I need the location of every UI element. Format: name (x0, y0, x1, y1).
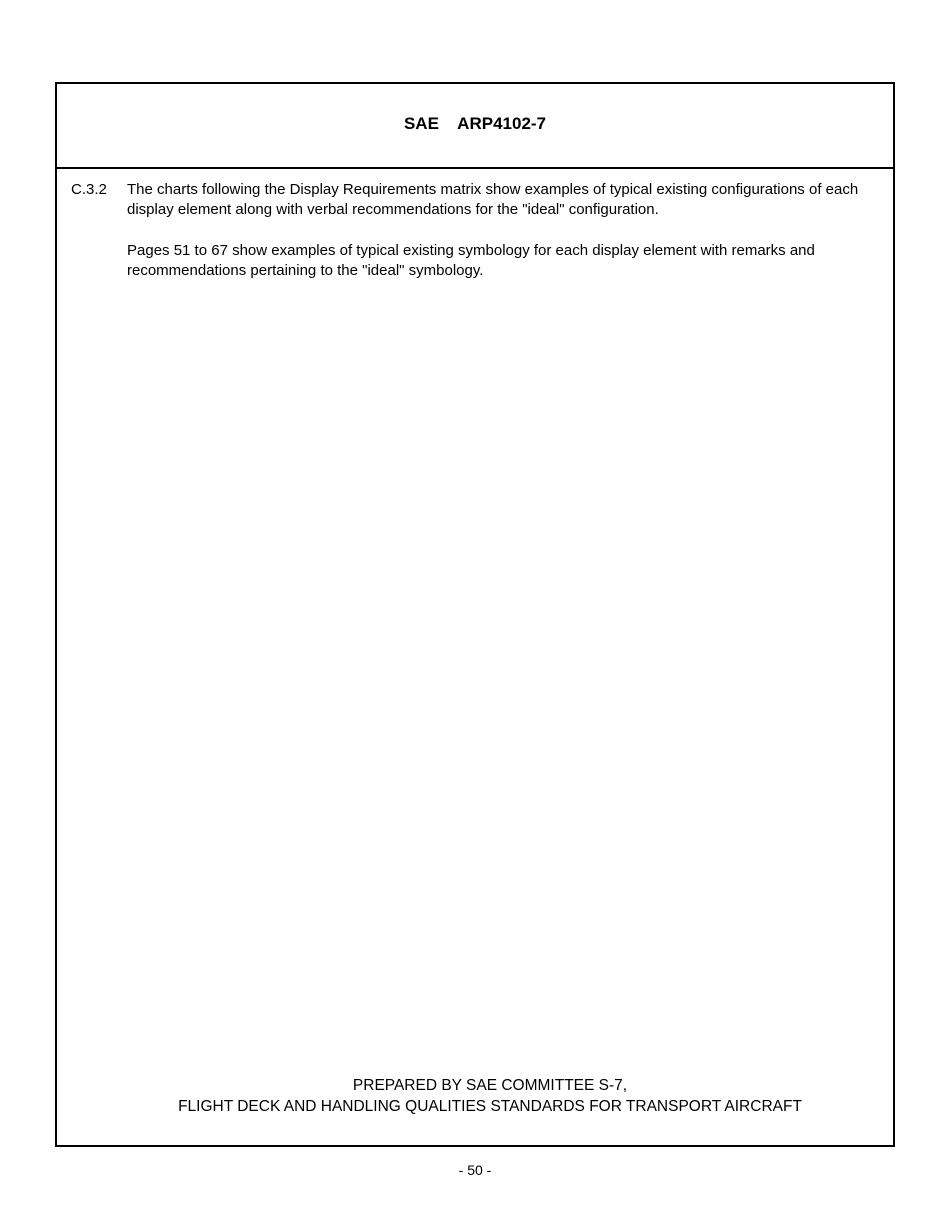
paragraph: The charts following the Display Requirements matrix show examples of typical existing configurations of each display element along with verbal recommendations for the "ideal" configuration. (127, 181, 859, 218)
paragraph: Pages 51 to 67 show examples of typical existing symbology for each display element with remarks and recommendations pertaining to the "ideal" symbology. (127, 242, 815, 279)
section-number: C.3.2 (71, 181, 107, 198)
document-header (57, 84, 893, 169)
page-frame (55, 82, 895, 1147)
document-footer (57, 1075, 893, 1117)
section-c-3-2 (71, 180, 871, 302)
document-title: SAE ARP4102-7 (403, 114, 547, 133)
footer-line-prepared-by: PREPARED BY SAE COMMITTEE S-7, (352, 1077, 628, 1094)
section-body (127, 180, 871, 281)
footer-line-committee: FLIGHT DECK AND HANDLING QUALITIES STANDARDS FOR TRANSPORT AIRCRAFT (178, 1098, 802, 1115)
page-number: - 50 - (458, 1162, 492, 1178)
